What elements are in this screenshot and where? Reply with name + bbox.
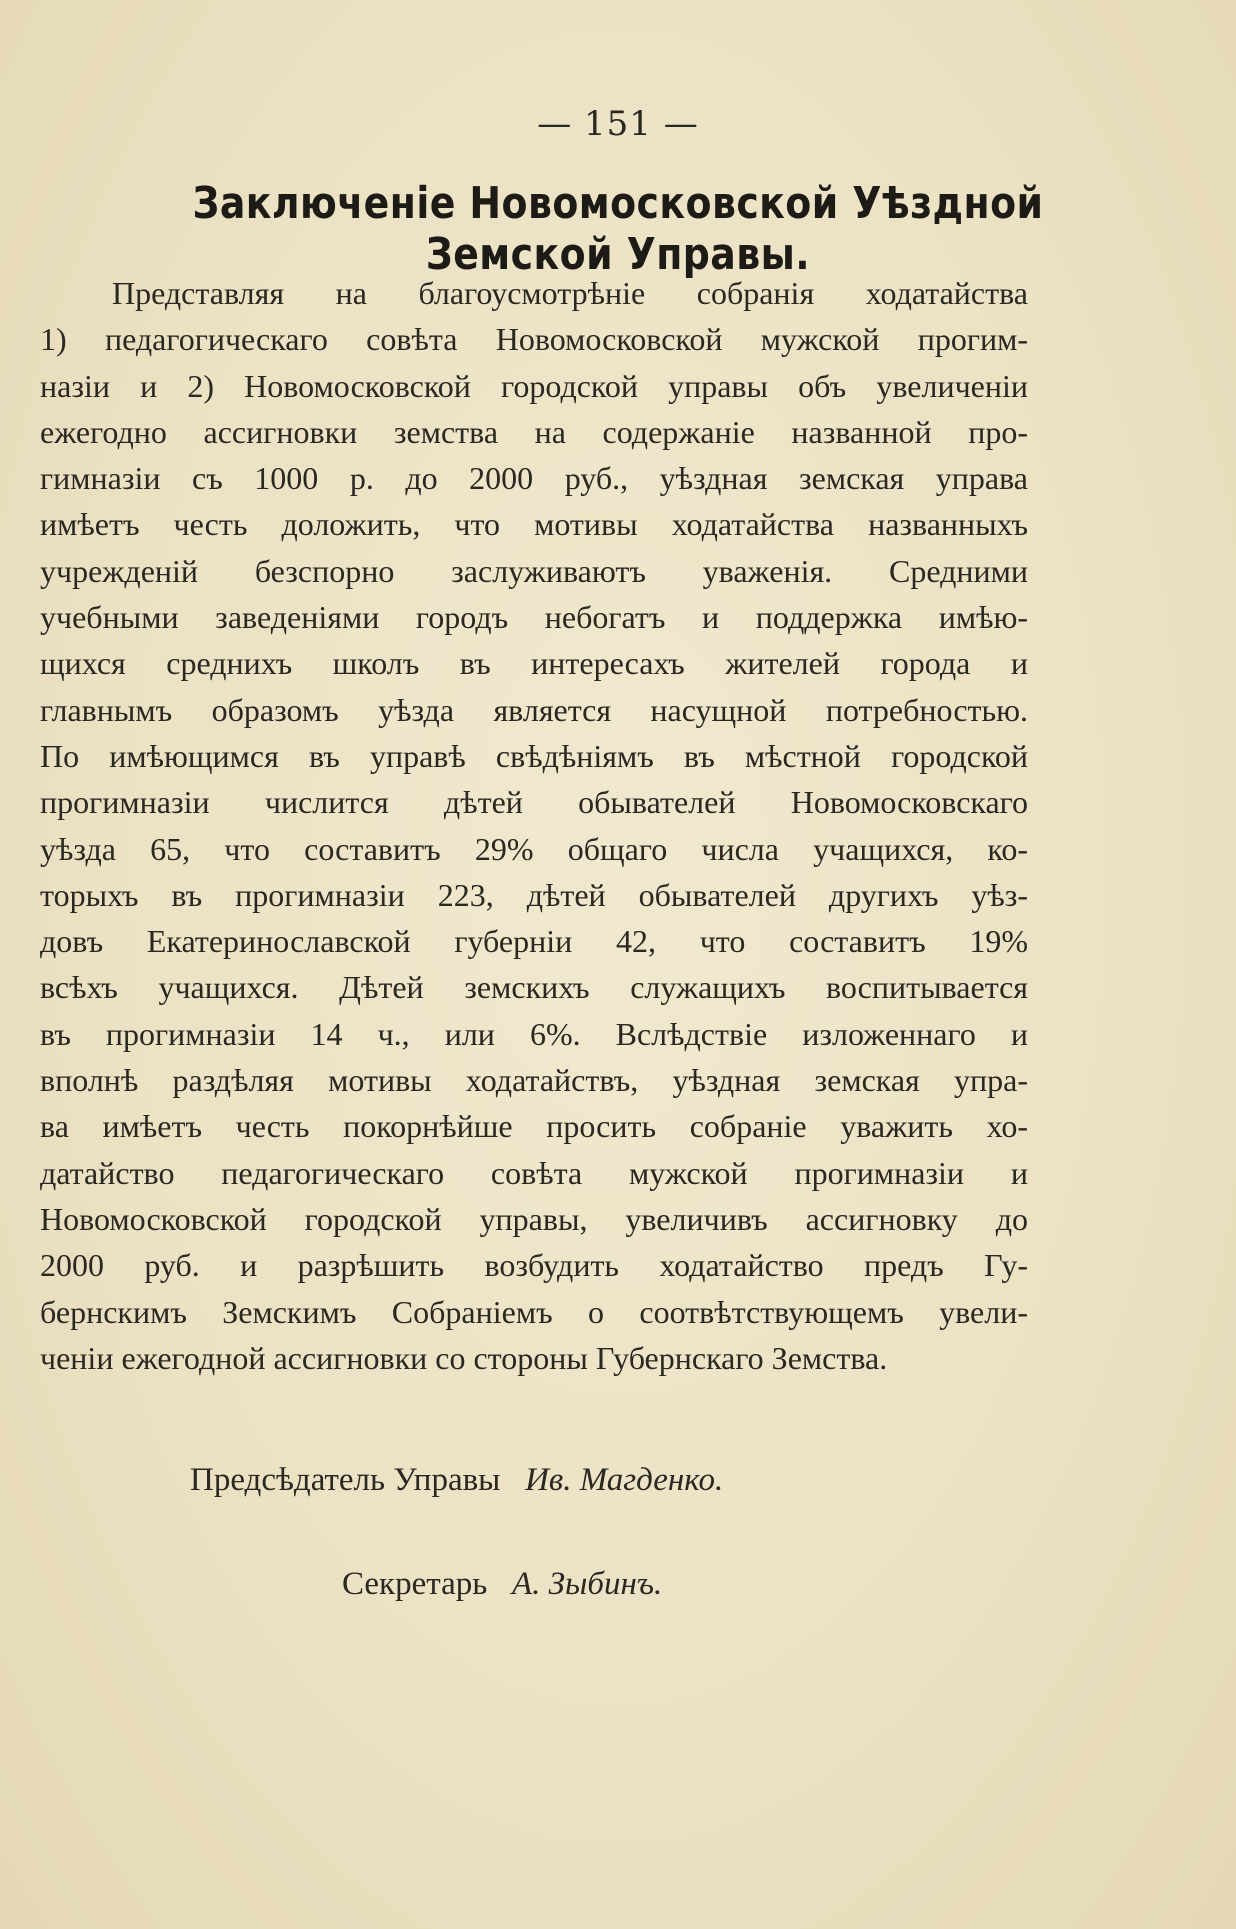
text-line: учрежденій безспорно заслуживаютъ уваженія. Средними [40,552,1028,589]
text-line: гимназіи съ 1000 р. до 2000 руб., уѣздная земская управа [40,460,1028,497]
text-line: Представляя на благоусмотрѣніе собранія ходатайства [112,275,1028,311]
text-line: датайство педагогическаго совѣта мужской прогимназіи и [40,1154,1028,1191]
text-line: ежегодно ассигновки земства на содержаніе названной про- [40,413,1028,450]
text-line: вполнѣ раздѣляя мотивы ходатайствъ, уѣздная земская упра- [40,1062,1028,1099]
text-line: По имѣющимся въ управѣ свѣдѣніямъ въ мѣстной городской [40,737,1028,774]
text-line: назіи и 2) Новомосковской городской управы объ увеличеніи [40,367,1028,404]
secretary-signature [342,1566,662,1603]
text-line: главнымъ образомъ уѣзда является насущной потребностью. [40,691,1028,728]
chairman-label: Предсѣдатель Управы [190,1462,501,1498]
chairman-name: Ив. Магденко. [525,1462,724,1498]
secretary-name: А. Зыбинъ. [512,1566,663,1602]
text-line: имѣетъ честь доложить, что мотивы ходатайства названныхъ [40,506,1028,543]
text-line: торыхъ въ прогимназіи 223, дѣтей обывателей другихъ уѣз- [40,876,1028,913]
text-line: въ прогимназіи 14 ч., или 6%. Вслѣдствіе изложеннаго и [40,1015,1028,1052]
text-line: ва имѣетъ честь покорнѣйше просить собраніе уважить хо- [40,1108,1028,1145]
text-line: прогимназіи числится дѣтей обывателей Новомосковскаго [40,784,1028,821]
text-line: довъ Екатеринославской губерніи 42, что составитъ 19% [40,923,1028,960]
text-line: ченіи ежегодной ассигновки со стороны Губернскаго Земства. [40,1339,888,1376]
text-line: уѣзда 65, что составитъ 29% общаго числа учащихся, ко- [40,830,1028,867]
text-line: Новомосковской городской управы, увеличивъ ассигновку до [40,1200,1028,1237]
text-line: бернскимъ Земскимъ Собраніемъ о соотвѣтствующемъ увели- [40,1293,1028,1330]
text-line: 1) педагогическаго совѣта Новомосковской мужской прогим- [40,321,1028,358]
body-paragraph [40,270,1028,1381]
text-line: щихся среднихъ школъ въ интересахъ жителей города и [40,645,1028,682]
text-line: всѣхъ учащихся. Дѣтей земскихъ служащихъ воспитывается [40,969,1028,1006]
chairman-signature [190,1462,723,1499]
text-line: 2000 руб. и разрѣшить возбудить ходатайство предъ Гу- [40,1247,1028,1284]
page-number: — 151 — [537,104,699,144]
secretary-label: Секретарь [342,1566,488,1602]
page-title: Заключеніе Новомосковской Уѣздной Земской Управы. [192,178,1044,280]
text-line: учебными заведеніями городъ небогатъ и поддержка имѣю- [40,599,1028,636]
